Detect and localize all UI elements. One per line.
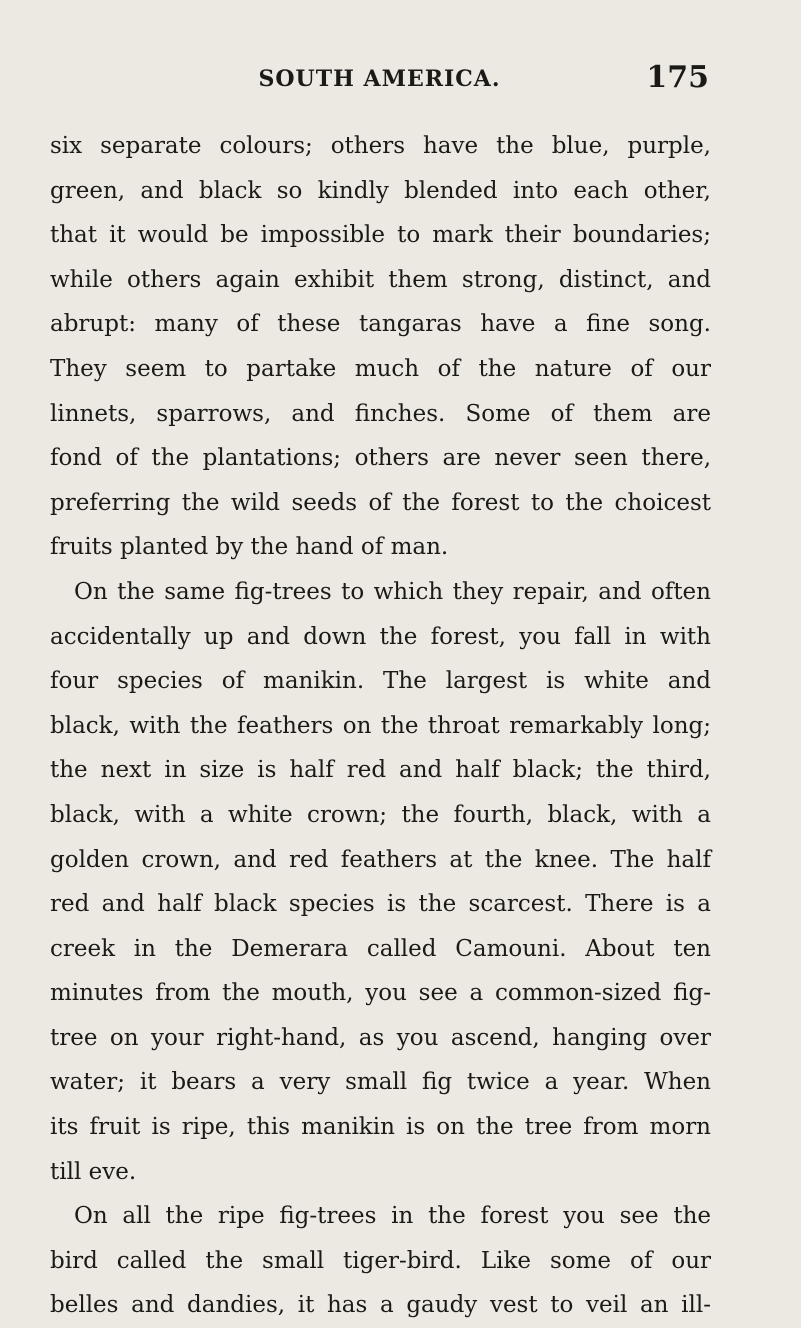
text-line: linnets, sparrows, and finches. Some of them are bbox=[50, 400, 711, 427]
text-line: four species of manikin. The largest is white and bbox=[50, 668, 711, 695]
text-line: while others again exhibit them strong, distinct, and bbox=[50, 266, 711, 293]
text-line: creek in the Demerara called Camouni. About ten bbox=[50, 935, 711, 962]
text-line: that it would be impossible to mark their boundaries; bbox=[50, 222, 711, 249]
text-line: its fruit is ripe, this manikin is on the tree from morn bbox=[50, 1114, 711, 1141]
text-line: green, and black so kindly blended into each other, bbox=[50, 177, 711, 204]
text-line: the next in size is half red and half black; the third, bbox=[50, 757, 711, 784]
text-line: bird called the small tiger-bird. Like some of our bbox=[50, 1247, 711, 1274]
text-line: till eve. bbox=[50, 1158, 137, 1185]
text-line: accidentally up and down the forest, you fall in with bbox=[50, 623, 711, 650]
text-line: black, with a white crown; the fourth, black, with a bbox=[50, 801, 711, 828]
page-number: 175 bbox=[646, 60, 709, 95]
text-line: They seem to partake much of the nature of our bbox=[50, 355, 711, 382]
text-line: belles and dandies, it has a gaudy vest to veil an ill- bbox=[50, 1292, 711, 1319]
text-line: On the same fig-trees to which they repair, and often bbox=[74, 578, 711, 605]
running-title: SOUTH AMERICA. bbox=[258, 66, 501, 92]
text-line: fond of the plantations; others are never seen there, bbox=[50, 445, 711, 472]
text-line: preferring the wild seeds of the forest to the choicest bbox=[50, 489, 711, 516]
text-line: On all the ripe fig-trees in the forest you see the bbox=[74, 1203, 711, 1230]
text-line: abrupt: many of these tangaras have a fine song. bbox=[50, 311, 711, 338]
text-line: golden crown, and red feathers at the knee. The half bbox=[50, 846, 711, 873]
text-line: black, with the feathers on the throat remarkably long; bbox=[50, 712, 711, 739]
text-line: fruits planted by the hand of man. bbox=[50, 534, 449, 561]
running-head bbox=[50, 60, 709, 100]
body-text bbox=[50, 124, 711, 1328]
text-line: red and half black species is the scarcest. There is a bbox=[50, 891, 711, 918]
text-line: tree on your right-hand, as you ascend, hanging over bbox=[50, 1024, 711, 1051]
text-line: minutes from the mouth, you see a common-sized fig- bbox=[50, 980, 711, 1007]
text-line: water; it bears a very small fig twice a year. When bbox=[50, 1069, 711, 1096]
text-line: six separate colours; others have the blue, purple, bbox=[50, 133, 711, 159]
